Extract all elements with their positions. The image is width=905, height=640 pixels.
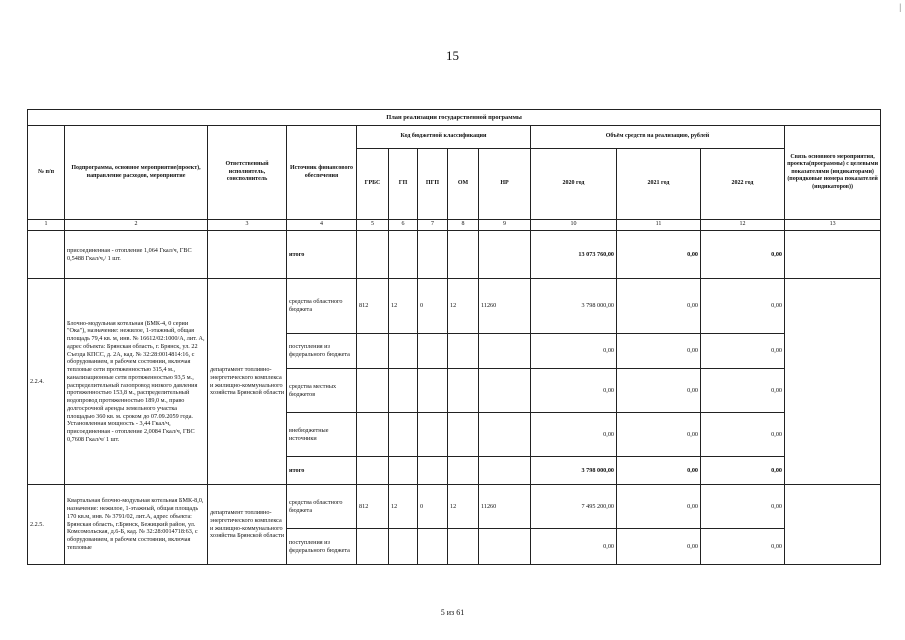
header-funds-group: Объём средств на реализацию, рублей [531,126,785,149]
nr-cell [479,457,531,485]
grbs-cell: 812 [357,279,389,334]
item-executor: департамент топливно-энергетического комплекса и жилищно-коммунального хозяйства Брянской области [208,485,287,565]
grbs-cell: 812 [357,485,389,529]
source-cell: поступления из федерального бюджета [287,334,357,369]
page-number: 15 [446,48,459,63]
program-plan-table [27,109,881,565]
header-executor: Ответственный исполнитель, соисполнитель [208,126,287,220]
table-title-row [28,110,881,126]
item-number: 2.2.4. [28,279,65,485]
col-number: 13 [785,220,881,231]
value-2021: 0,00 [617,334,701,369]
header-2021: 2021 год [617,149,701,220]
group-header-row [28,126,881,149]
om-cell [448,413,479,457]
value-2022: 0,00 [701,485,785,529]
col-number: 4 [287,220,357,231]
page-footer: 5 из 61 [440,608,465,617]
value-2021: 0,00 [617,413,701,457]
gp-cell [389,334,418,369]
col-number: 7 [418,220,448,231]
nr-cell [479,529,531,565]
header-num: № п/п [28,126,65,220]
source-cell: средства областного бюджета [287,279,357,334]
table-row [28,279,881,334]
grbs-cell [357,457,389,485]
value-2022: 0,00 [701,334,785,369]
header-nr: НР [479,149,531,220]
cell-empty [28,231,65,279]
value-2022: 0,00 [701,457,785,485]
gp-cell [389,413,418,457]
pgp-cell [418,529,448,565]
value-2020: 0,00 [531,529,617,565]
value-2020: 0,00 [531,334,617,369]
cont-description: присоединенная - отопление 1,064 Гкал/ч, ГВС 0,5488 Гкал/ч,/ 1 шт. [65,231,208,279]
pgp-cell [418,457,448,485]
item-description: Квартальная блочно-модульная котельная БМК-8,0, назначение: нежилое, 1-этажный, общая площадь 170 кв.м, инв. № 3791/02, лит.А, адрес объекта: Брянская область, г.Брянск, Бежицкий район, ул. Комсомольская, д.6-Б, кад. № 32:28:0014718:63, с оборудованием, в рабочем состоянии, включая тепловые [65,485,208,565]
value-2021: 0,00 [617,231,701,279]
nr-cell [479,413,531,457]
cell-empty [208,231,287,279]
nr-cell: 11260 [479,485,531,529]
col-number: 11 [617,220,701,231]
value-2020: 3 798 000,00 [531,457,617,485]
om-cell [448,334,479,369]
edge-mark: | [899,2,901,12]
gp-cell [389,369,418,413]
value-2020: 0,00 [531,413,617,457]
om-cell [448,457,479,485]
header-gp: ГП [389,149,418,220]
value-2022: 0,00 [701,413,785,457]
grbs-cell [357,413,389,457]
source-cell: итого [287,231,357,279]
col-number: 8 [448,220,479,231]
link-cell [785,485,881,565]
om-cell [448,369,479,413]
pgp-cell [418,334,448,369]
col-number: 1 [28,220,65,231]
pgp-cell: 0 [418,485,448,529]
col-number: 9 [479,220,531,231]
value-2022: 0,00 [701,231,785,279]
header-pgp: ПГП [418,149,448,220]
table-row [28,485,881,529]
value-2021: 0,00 [617,529,701,565]
header-source: Источник финансового обеспечения [287,126,357,220]
cell-empty [479,231,531,279]
pgp-cell [418,369,448,413]
cell-empty [448,231,479,279]
pgp-cell: 0 [418,279,448,334]
header-link: Связь основного мероприятия, проекта(программы) с целевыми показателями (индикаторами) (порядковые номера показателей (индикаторов)) [785,126,881,220]
cell-empty [357,231,389,279]
value-2021: 0,00 [617,457,701,485]
gp-cell [389,529,418,565]
table-title: План реализации государственной программы [28,110,881,126]
col-number: 5 [357,220,389,231]
item-executor: департамент топливно-энергетического комплекса и жилищно-коммунального хозяйства Брянской области [208,279,287,485]
source-cell: поступления из федерального бюджета [287,529,357,565]
column-number-row [28,220,881,231]
col-number: 6 [389,220,418,231]
gp-cell: 12 [389,279,418,334]
value-2022: 0,00 [701,529,785,565]
value-2020: 13 073 760,00 [531,231,617,279]
header-2022: 2022 год [701,149,785,220]
pgp-cell [418,413,448,457]
om-cell: 12 [448,279,479,334]
grbs-cell [357,334,389,369]
value-2020: 7 495 200,00 [531,485,617,529]
om-cell [448,529,479,565]
gp-cell [389,457,418,485]
col-number: 2 [65,220,208,231]
cell-empty [389,231,418,279]
header-grbs: ГРБС [357,149,389,220]
value-2020: 0,00 [531,369,617,413]
header-budget-group: Код бюджетной классификации [357,126,531,149]
source-cell: средства областного бюджета [287,485,357,529]
cell-empty [785,231,881,279]
cell-empty [418,231,448,279]
link-cell [785,279,881,485]
value-2020: 3 798 000,00 [531,279,617,334]
om-cell: 12 [448,485,479,529]
header-name: Подпрограмма, основное мероприятие(проект), направление расходов, мероприятие [65,126,208,220]
item-description: Блочно-модульная котельная (БМК-4, 0 серии "Ока"), назначение: нежилое, 1-этажный, общая площадь 79,4 кв. м, инв. № 16612/02:1000/А, лит. А, адрес объекта: Брянская область, г. Брянск, ул. 22 Съезда КПСС, д. 2А, кад. № 32:28:0014814:16, с оборудованием, в рабочем состоянии, включая тепловые сети протяженностью 315,4 м., канализационные сети протяженностью 93,5 м., распределительный газопровод низкого давления протяженностью 153,8 м., распределительный водопровод протяженностью 189,0 м., право долгосрочной аренды земельного участка площадью 360 кв. м. сроком до 07.09.2059 года. Установленная мощность - 3,44 Гкал/ч, присоединенная - отопление 2,0084 Гкал/ч, ГВС 0,7608 Гкал/ч/ 1 шт. [65,279,208,485]
value-2021: 0,00 [617,485,701,529]
value-2021: 0,00 [617,279,701,334]
source-cell: средства местных бюджетов [287,369,357,413]
header-om: ОМ [448,149,479,220]
col-number: 10 [531,220,617,231]
header-2020: 2020 год [531,149,617,220]
value-2022: 0,00 [701,279,785,334]
gp-cell: 12 [389,485,418,529]
nr-cell: 11260 [479,279,531,334]
value-2022: 0,00 [701,369,785,413]
grbs-cell [357,369,389,413]
table-row [28,231,881,279]
value-2021: 0,00 [617,369,701,413]
nr-cell [479,369,531,413]
grbs-cell [357,529,389,565]
item-number: 2.2.5. [28,485,65,565]
nr-cell [479,334,531,369]
source-cell: внебюджетные источники [287,413,357,457]
col-number: 3 [208,220,287,231]
col-number: 12 [701,220,785,231]
source-cell: итого [287,457,357,485]
